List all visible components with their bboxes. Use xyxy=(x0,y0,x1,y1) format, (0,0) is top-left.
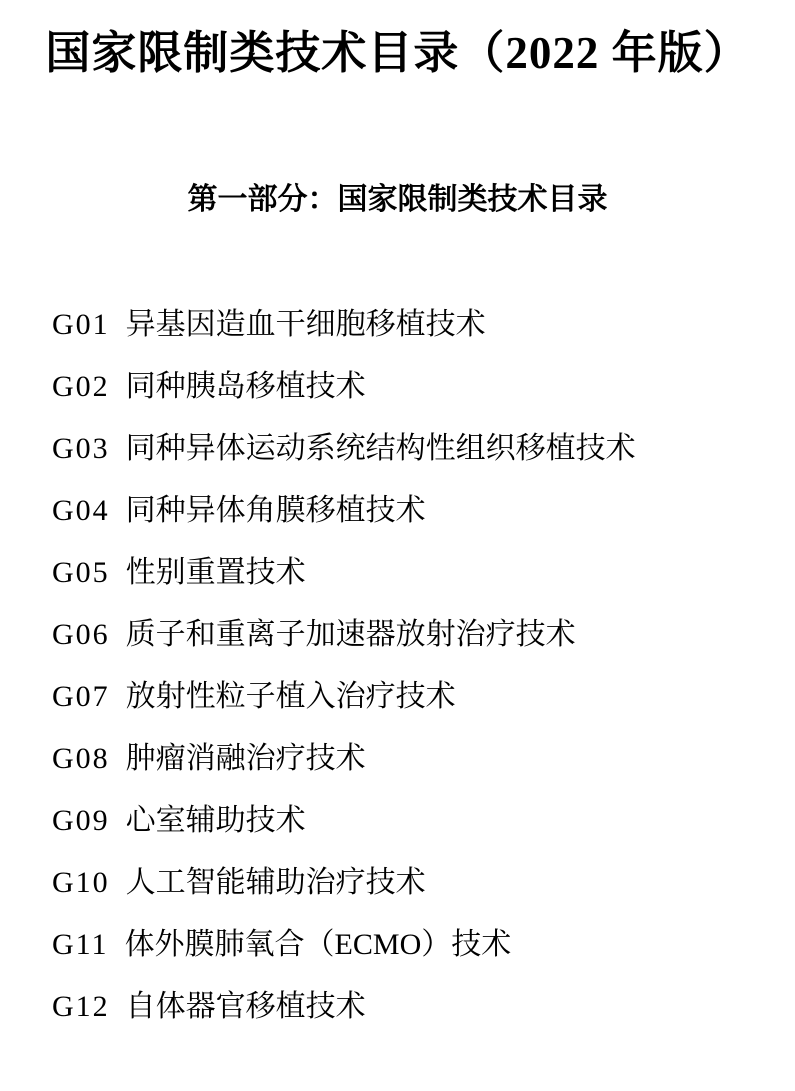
item-code: G07 xyxy=(52,680,110,713)
document-title: 国家限制类技术目录（2022 年版） xyxy=(45,28,750,78)
item-code: G06 xyxy=(52,618,110,651)
item-code: G08 xyxy=(52,742,110,775)
item-code: G05 xyxy=(52,556,110,589)
item-label: 心室辅助技术 xyxy=(125,804,306,837)
item-label: 同种胰岛移植技术 xyxy=(125,370,366,403)
item-label: 性别重置技术 xyxy=(125,556,306,589)
catalog-item xyxy=(52,542,795,604)
item-label: 质子和重离子加速器放射治疗技术 xyxy=(125,618,576,651)
item-code: G09 xyxy=(52,804,110,837)
item-code: G10 xyxy=(52,866,110,899)
catalog-item xyxy=(52,728,795,790)
item-code: G03 xyxy=(52,432,110,465)
catalog-item xyxy=(52,604,795,666)
catalog-item xyxy=(52,666,795,728)
catalog-item xyxy=(52,976,795,1038)
catalog-item xyxy=(52,790,795,852)
item-label: 异基因造血干细胞移植技术 xyxy=(125,308,486,341)
item-label: 体外膜肺氧合（ECMO）技术 xyxy=(124,928,512,961)
section-heading: 第一部分：国家限制类技术目录 xyxy=(187,183,608,216)
item-label: 人工智能辅助治疗技术 xyxy=(125,866,426,899)
item-label: 自体器官移植技术 xyxy=(125,990,366,1023)
catalog-item xyxy=(52,294,795,356)
item-code: G02 xyxy=(52,370,110,403)
catalog-item xyxy=(52,356,795,418)
item-code: G01 xyxy=(52,308,110,341)
item-code: G12 xyxy=(52,990,110,1023)
catalog-item xyxy=(52,418,795,480)
item-label: 肿瘤消融治疗技术 xyxy=(125,742,366,775)
item-label: 放射性粒子植入治疗技术 xyxy=(125,680,456,713)
item-label: 同种异体运动系统结构性组织移植技术 xyxy=(125,432,636,465)
item-code: G04 xyxy=(52,494,110,527)
catalog-list xyxy=(0,294,795,1038)
catalog-item xyxy=(52,852,795,914)
catalog-item xyxy=(52,480,795,542)
item-code: G11 xyxy=(52,928,109,961)
catalog-item xyxy=(52,914,795,976)
item-label: 同种异体角膜移植技术 xyxy=(125,494,426,527)
